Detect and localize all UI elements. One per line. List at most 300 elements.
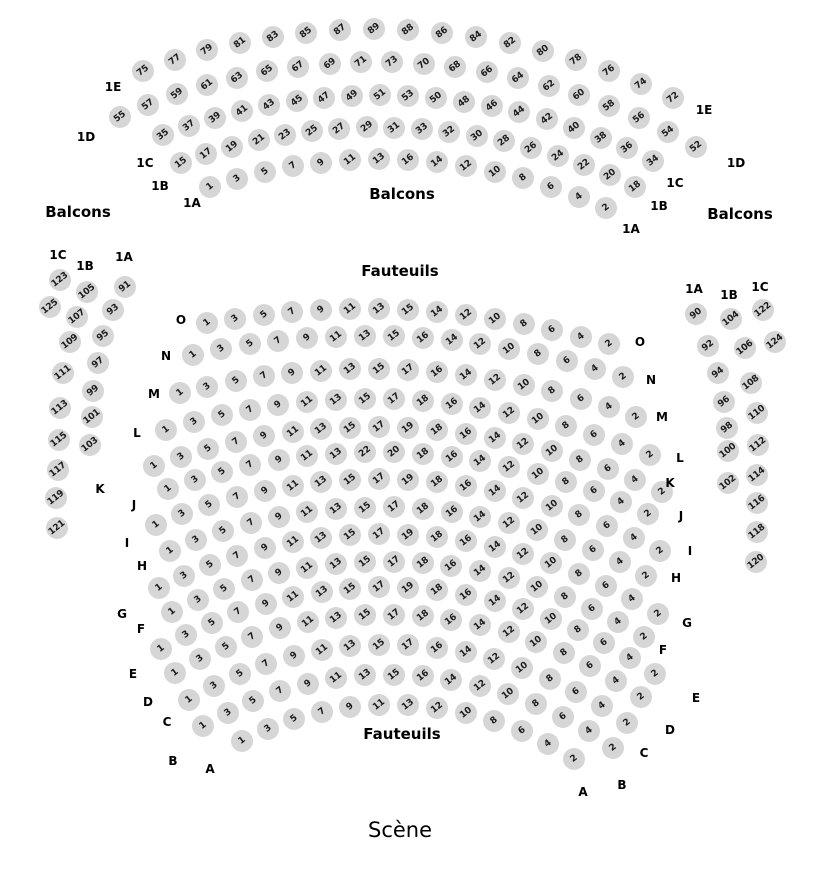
seat[interactable]: 11 [339,298,361,320]
seat[interactable]: 6 [593,632,615,654]
seat[interactable]: 2 [595,197,617,219]
seat[interactable]: 7 [281,301,303,323]
seat[interactable]: 52 [685,136,707,158]
seat[interactable]: 1 [143,455,165,477]
seat[interactable]: 15 [354,551,376,573]
seat[interactable]: 104 [720,309,742,329]
seat[interactable]: 16 [426,361,448,383]
seat[interactable]: 1 [159,540,181,562]
seat[interactable]: 91 [114,276,136,298]
seat[interactable]: 14 [469,397,491,419]
seat[interactable]: 63 [226,67,248,89]
seat[interactable]: 118 [746,522,768,542]
seat[interactable]: 5 [283,708,305,730]
seat[interactable]: 4 [584,358,606,380]
seat[interactable]: 15 [354,388,376,410]
seat[interactable]: 10 [541,495,563,517]
seat[interactable]: 10 [513,374,535,396]
seat[interactable]: 51 [369,84,391,106]
seat[interactable]: 7 [253,365,275,387]
seat[interactable]: 4 [598,396,620,418]
seat[interactable]: 26 [520,137,542,159]
seat[interactable]: 3 [196,376,218,398]
seat[interactable]: 33 [411,118,433,140]
seat[interactable]: 121 [46,518,68,538]
seat[interactable]: 87 [329,19,351,41]
seat[interactable]: 18 [426,419,448,441]
seat[interactable]: 37 [178,115,200,137]
seat[interactable]: 5 [197,438,219,460]
seat[interactable]: 17 [397,359,419,381]
seat[interactable]: 6 [511,720,533,742]
seat[interactable]: 110 [746,403,768,423]
seat[interactable]: 11 [297,611,319,633]
seat[interactable]: 19 [397,469,419,491]
seat[interactable]: 12 [512,543,534,565]
seat[interactable]: 16 [412,665,434,687]
seat[interactable]: 6 [583,480,605,502]
seat[interactable]: 6 [570,388,592,410]
seat[interactable]: 14 [469,506,491,528]
seat[interactable]: 101 [81,407,103,427]
seat[interactable]: 12 [469,675,491,697]
seat[interactable]: 11 [339,149,361,171]
seat[interactable]: 8 [554,529,576,551]
seat[interactable]: 6 [579,655,601,677]
seat[interactable]: 11 [282,421,304,443]
seat[interactable]: 10 [511,657,533,679]
seat[interactable]: 1 [169,382,191,404]
seat[interactable]: 3 [210,338,232,360]
seat[interactable]: 14 [484,427,506,449]
seat[interactable]: 80 [532,40,554,62]
seat[interactable]: 7 [226,486,248,508]
seat[interactable]: 10 [527,408,549,430]
seat[interactable]: 9 [310,152,332,174]
seat[interactable]: 18 [412,443,434,465]
seat[interactable]: 10 [498,338,520,360]
seat[interactable]: 12 [498,456,520,478]
seat[interactable]: 4 [570,326,592,348]
seat[interactable]: 7 [241,626,263,648]
seat[interactable]: 12 [426,697,448,719]
seat[interactable]: 7 [255,653,277,675]
seat[interactable]: 5 [213,578,235,600]
seat[interactable]: 10 [497,683,519,705]
seat[interactable]: 11 [325,667,347,689]
seat[interactable]: 32 [438,121,460,143]
seat[interactable]: 15 [368,358,390,380]
seat[interactable]: 4 [611,433,633,455]
seat[interactable]: 13 [325,389,347,411]
seat[interactable]: 67 [287,56,309,78]
seat[interactable]: 109 [59,332,81,352]
seat[interactable]: 15 [383,325,405,347]
seat[interactable]: 49 [341,85,363,107]
seat[interactable]: 8 [569,449,591,471]
seat[interactable]: 5 [198,494,220,516]
seat[interactable]: 9 [269,617,291,639]
seat[interactable]: 114 [746,465,768,485]
seat[interactable]: 4 [619,647,641,669]
seat[interactable]: 16 [397,149,419,171]
seat[interactable]: 16 [426,637,448,659]
seat[interactable]: 9 [297,673,319,695]
seat[interactable]: 6 [565,681,587,703]
seat[interactable]: 19 [397,577,419,599]
seat[interactable]: 2 [616,712,638,734]
seat[interactable]: 17 [368,416,390,438]
seat[interactable]: 12 [498,567,520,589]
seat[interactable]: 11 [296,501,318,523]
seat[interactable]: 66 [476,61,498,83]
seat[interactable]: 6 [595,575,617,597]
seat[interactable]: 2 [630,686,652,708]
seat[interactable]: 1 [199,176,221,198]
seat[interactable]: 14 [455,364,477,386]
seat[interactable]: 7 [282,155,304,177]
seat[interactable]: 78 [565,49,587,71]
seat[interactable]: 111 [52,363,74,383]
seat[interactable]: 19 [221,136,243,158]
seat[interactable]: 12 [484,369,506,391]
seat[interactable]: 13 [354,664,376,686]
seat[interactable]: 48 [453,91,475,113]
seat[interactable]: 14 [469,450,491,472]
seat[interactable]: 8 [513,313,535,335]
seat[interactable]: 17 [368,468,390,490]
seat[interactable]: 94 [707,362,729,384]
seat[interactable]: 5 [239,333,261,355]
seat[interactable]: 108 [740,373,762,393]
seat[interactable]: 18 [412,498,434,520]
seat[interactable]: 28 [493,130,515,152]
seat[interactable]: 10 [484,161,506,183]
seat[interactable]: 4 [610,491,632,513]
seat[interactable]: 47 [313,87,335,109]
seat[interactable]: 4 [568,186,590,208]
seat[interactable]: 13 [368,148,390,170]
seat[interactable]: 55 [109,106,131,128]
seat[interactable]: 107 [66,307,88,327]
seat[interactable]: 60 [568,84,590,106]
seat[interactable]: 4 [578,720,600,742]
seat[interactable]: 10 [541,440,563,462]
seat[interactable]: 27 [328,118,350,140]
seat[interactable]: 1 [164,662,186,684]
seat[interactable]: 113 [49,398,71,418]
seat[interactable]: 15 [339,469,361,491]
seat[interactable]: 103 [79,435,101,455]
seat[interactable]: 14 [426,301,448,323]
seat[interactable]: 35 [152,124,174,146]
seat[interactable]: 93 [102,299,124,321]
seat[interactable]: 18 [426,526,448,548]
seat[interactable]: 53 [397,85,419,107]
seat[interactable]: 7 [267,330,289,352]
seat[interactable]: 14 [484,480,506,502]
seat[interactable]: 2 [637,503,659,525]
seat[interactable]: 4 [607,611,629,633]
seat[interactable]: 12 [498,621,520,643]
seat[interactable]: 5 [212,520,234,542]
seat[interactable]: 43 [258,94,280,116]
seat[interactable]: 5 [199,554,221,576]
seat[interactable]: 22 [573,154,595,176]
seat[interactable]: 73 [381,51,403,73]
seat[interactable]: 59 [166,83,188,105]
seat[interactable]: 14 [469,560,491,582]
seat[interactable]: 2 [649,540,671,562]
seat[interactable]: 9 [296,327,318,349]
seat[interactable]: 77 [164,49,186,71]
seat[interactable]: 95 [92,325,114,347]
seat[interactable]: 4 [591,695,613,717]
seat[interactable]: 82 [499,32,521,54]
seat[interactable]: 97 [87,352,109,374]
seat[interactable]: 83 [262,26,284,48]
seat[interactable]: 11 [311,639,333,661]
seat[interactable]: 13 [354,325,376,347]
seat[interactable]: 2 [644,663,666,685]
seat[interactable]: 17 [397,634,419,656]
seat[interactable]: 12 [469,333,491,355]
seat[interactable]: 17 [383,551,405,573]
seat[interactable]: 112 [747,435,769,455]
seat[interactable]: 5 [215,636,237,658]
seat[interactable]: 3 [217,702,239,724]
seat[interactable]: 12 [512,433,534,455]
seat[interactable]: 40 [563,117,585,139]
seat[interactable]: 13 [325,607,347,629]
seat[interactable]: 2 [612,366,634,388]
seat[interactable]: 13 [397,694,419,716]
seat[interactable]: 1 [161,601,183,623]
seat[interactable]: 3 [184,469,206,491]
seat[interactable]: 15 [397,299,419,321]
seat[interactable]: 9 [255,593,277,615]
seat[interactable]: 15 [383,664,405,686]
seat[interactable]: 13 [368,298,390,320]
seat[interactable]: 9 [254,537,276,559]
seat[interactable]: 4 [537,733,559,755]
seat[interactable]: 86 [431,22,453,44]
seat[interactable]: 8 [567,619,589,641]
seat[interactable]: 11 [282,586,304,608]
seat[interactable]: 17 [383,388,405,410]
seat[interactable]: 14 [455,641,477,663]
seat[interactable]: 116 [746,493,768,513]
seat[interactable]: 79 [196,39,218,61]
seat[interactable]: 3 [175,624,197,646]
seat[interactable]: 3 [203,675,225,697]
seat[interactable]: 9 [253,425,275,447]
seat[interactable]: 7 [239,399,261,421]
seat[interactable]: 1 [182,344,204,366]
seat[interactable]: 98 [716,417,738,439]
seat[interactable]: 10 [525,631,547,653]
seat[interactable]: 8 [553,642,575,664]
seat[interactable]: 18 [412,605,434,627]
seat[interactable]: 10 [484,308,506,330]
seat[interactable]: 21 [248,129,270,151]
seat[interactable]: 2 [633,626,655,648]
seat[interactable]: 18 [426,471,448,493]
seat[interactable]: 30 [466,125,488,147]
seat[interactable]: 15 [339,578,361,600]
seat[interactable]: 124 [764,332,786,352]
seat[interactable]: 2 [647,603,669,625]
seat[interactable]: 10 [540,608,562,630]
seat[interactable]: 18 [412,390,434,412]
seat[interactable]: 23 [274,124,296,146]
seat[interactable]: 1 [155,419,177,441]
seat[interactable]: 72 [662,87,684,109]
seat[interactable]: 117 [47,460,69,480]
seat[interactable]: 16 [455,530,477,552]
seat[interactable]: 5 [229,663,251,685]
seat[interactable]: 15 [339,417,361,439]
seat[interactable]: 16 [440,555,462,577]
seat[interactable]: 13 [339,635,361,657]
seat[interactable]: 50 [425,87,447,109]
seat[interactable]: 122 [752,300,774,320]
seat[interactable]: 1 [157,478,179,500]
seat[interactable]: 14 [426,151,448,173]
seat[interactable]: 8 [539,668,561,690]
seat[interactable]: 11 [296,557,318,579]
seat[interactable]: 9 [283,645,305,667]
seat[interactable]: 10 [527,463,549,485]
seat[interactable]: 22 [354,441,376,463]
seat[interactable]: 1 [145,514,167,536]
seat[interactable]: 3 [185,529,207,551]
seat[interactable]: 7 [240,512,262,534]
seat[interactable]: 16 [441,393,463,415]
seat[interactable]: 7 [269,680,291,702]
seat[interactable]: 36 [616,137,638,159]
seat[interactable]: 10 [526,519,548,541]
seat[interactable]: 18 [426,579,448,601]
seat[interactable]: 1 [231,730,253,752]
seat[interactable]: 4 [605,670,627,692]
seat[interactable]: 11 [282,531,304,553]
seat[interactable]: 9 [281,362,303,384]
seat[interactable]: 115 [48,430,70,450]
seat[interactable]: 5 [201,612,223,634]
seat[interactable]: 12 [455,304,477,326]
seat[interactable]: 4 [609,551,631,573]
seat[interactable]: 15 [339,524,361,546]
seat[interactable]: 10 [455,702,477,724]
seat[interactable]: 7 [225,431,247,453]
seat[interactable]: 2 [635,565,657,587]
seat[interactable]: 1 [150,638,172,660]
seat[interactable]: 19 [397,524,419,546]
seat[interactable]: 71 [350,51,372,73]
seat[interactable]: 11 [282,475,304,497]
seat[interactable]: 3 [187,589,209,611]
seat[interactable]: 29 [356,116,378,138]
seat[interactable]: 13 [311,581,333,603]
seat[interactable]: 3 [224,308,246,330]
seat[interactable]: 17 [368,576,390,598]
seat[interactable]: 5 [254,161,276,183]
seat[interactable]: 42 [536,108,558,130]
seat[interactable]: 12 [483,648,505,670]
seat[interactable]: 16 [441,501,463,523]
seat[interactable]: 15 [354,604,376,626]
seat[interactable]: 99 [82,380,104,402]
seat[interactable]: 13 [325,443,347,465]
seat[interactable]: 9 [310,299,332,321]
seat[interactable]: 12 [512,487,534,509]
seat[interactable]: 16 [455,584,477,606]
seat[interactable]: 75 [132,60,154,82]
seat[interactable]: 14 [440,669,462,691]
seat[interactable]: 12 [455,155,477,177]
seat[interactable]: 105 [76,282,98,302]
seat[interactable]: 96 [713,391,735,413]
seat[interactable]: 13 [310,527,332,549]
seat[interactable]: 5 [253,304,275,326]
seat[interactable]: 2 [563,748,585,770]
seat[interactable]: 1 [148,577,170,599]
seat[interactable]: 15 [368,634,390,656]
seat[interactable]: 38 [590,127,612,149]
seat[interactable]: 45 [286,90,308,112]
seat[interactable]: 16 [412,327,434,349]
seat[interactable]: 31 [383,117,405,139]
seat[interactable]: 2 [625,406,647,428]
seat[interactable]: 68 [444,56,466,78]
seat[interactable]: 8 [525,693,547,715]
seat[interactable]: 84 [465,26,487,48]
seat[interactable]: 5 [211,461,233,483]
seat[interactable]: 16 [441,446,463,468]
seat[interactable]: 18 [412,552,434,574]
seat[interactable]: 1 [178,689,200,711]
seat[interactable]: 6 [583,424,605,446]
seat[interactable]: 11 [368,694,390,716]
seat[interactable]: 13 [310,471,332,493]
seat[interactable]: 5 [225,370,247,392]
seat[interactable]: 123 [49,270,71,290]
seat[interactable]: 2 [602,737,624,759]
seat[interactable]: 9 [339,696,361,718]
seat[interactable]: 15 [354,497,376,519]
seat[interactable]: 11 [296,391,318,413]
seat[interactable]: 6 [581,598,603,620]
seat[interactable]: 6 [552,706,574,728]
seat[interactable]: 4 [621,588,643,610]
seat[interactable]: 19 [397,417,419,439]
seat[interactable]: 6 [541,319,563,341]
seat[interactable]: 34 [642,150,664,172]
seat[interactable]: 119 [45,488,67,508]
seat[interactable]: 3 [226,168,248,190]
seat[interactable]: 69 [319,53,341,75]
seat[interactable]: 20 [383,441,405,463]
seat[interactable]: 89 [363,18,385,40]
seat[interactable]: 85 [295,22,317,44]
seat[interactable]: 6 [540,176,562,198]
seat[interactable]: 14 [441,329,463,351]
seat[interactable]: 14 [484,536,506,558]
seat[interactable]: 8 [527,343,549,365]
seat[interactable]: 9 [254,480,276,502]
seat[interactable]: 61 [196,74,218,96]
